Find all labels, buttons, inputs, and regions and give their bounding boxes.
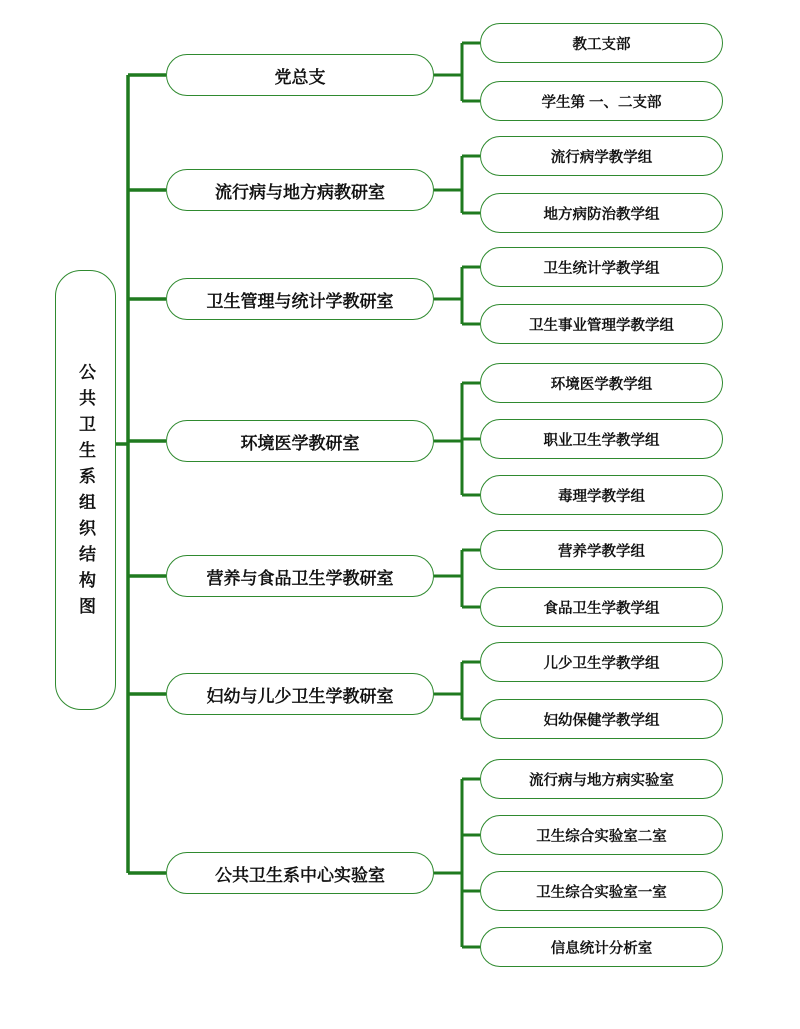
- node-leaf-endemic-disease-group[interactable]: 地方病防治教学组: [480, 193, 723, 233]
- node-branch-health-management[interactable]: 卫生管理与统计学教研室: [166, 278, 434, 320]
- node-leaf-comprehensive-lab-1[interactable]: 卫生综合实验室一室: [480, 871, 723, 911]
- node-leaf-maternal-child-care-group[interactable]: 妇幼保健学教学组: [480, 699, 723, 739]
- node-leaf-information-statistics-room[interactable]: 信息统计分析室: [480, 927, 723, 967]
- node-leaf-nutrition-group[interactable]: 营养学教学组: [480, 530, 723, 570]
- node-branch-environmental-medicine[interactable]: 环境医学教研室: [166, 420, 434, 462]
- node-leaf-student-branch[interactable]: 学生第 一、二支部: [480, 81, 723, 121]
- node-root[interactable]: 公共卫生系组织结构图: [55, 270, 116, 710]
- node-leaf-food-hygiene-group[interactable]: 食品卫生学教学组: [480, 587, 723, 627]
- node-leaf-health-administration-group[interactable]: 卫生事业管理学教学组: [480, 304, 723, 344]
- node-leaf-staff-branch[interactable]: 教工支部: [480, 23, 723, 63]
- node-leaf-health-statistics-group[interactable]: 卫生统计学教学组: [480, 247, 723, 287]
- node-leaf-comprehensive-lab-2[interactable]: 卫生综合实验室二室: [480, 815, 723, 855]
- node-branch-maternal-child[interactable]: 妇幼与儿少卫生学教研室: [166, 673, 434, 715]
- node-leaf-occupational-health-group[interactable]: 职业卫生学教学组: [480, 419, 723, 459]
- node-leaf-environmental-medicine-group[interactable]: 环境医学教学组: [480, 363, 723, 403]
- node-branch-central-lab[interactable]: 公共卫生系中心实验室: [166, 852, 434, 894]
- node-branch-epidemiology[interactable]: 流行病与地方病教研室: [166, 169, 434, 211]
- node-leaf-epidemiology-group[interactable]: 流行病学教学组: [480, 136, 723, 176]
- node-leaf-epidemiology-lab[interactable]: 流行病与地方病实验室: [480, 759, 723, 799]
- node-leaf-toxicology-group[interactable]: 毒理学教学组: [480, 475, 723, 515]
- node-branch-party[interactable]: 党总支: [166, 54, 434, 96]
- node-branch-nutrition[interactable]: 营养与食品卫生学教研室: [166, 555, 434, 597]
- node-leaf-child-adolescent-health-group[interactable]: 儿少卫生学教学组: [480, 642, 723, 682]
